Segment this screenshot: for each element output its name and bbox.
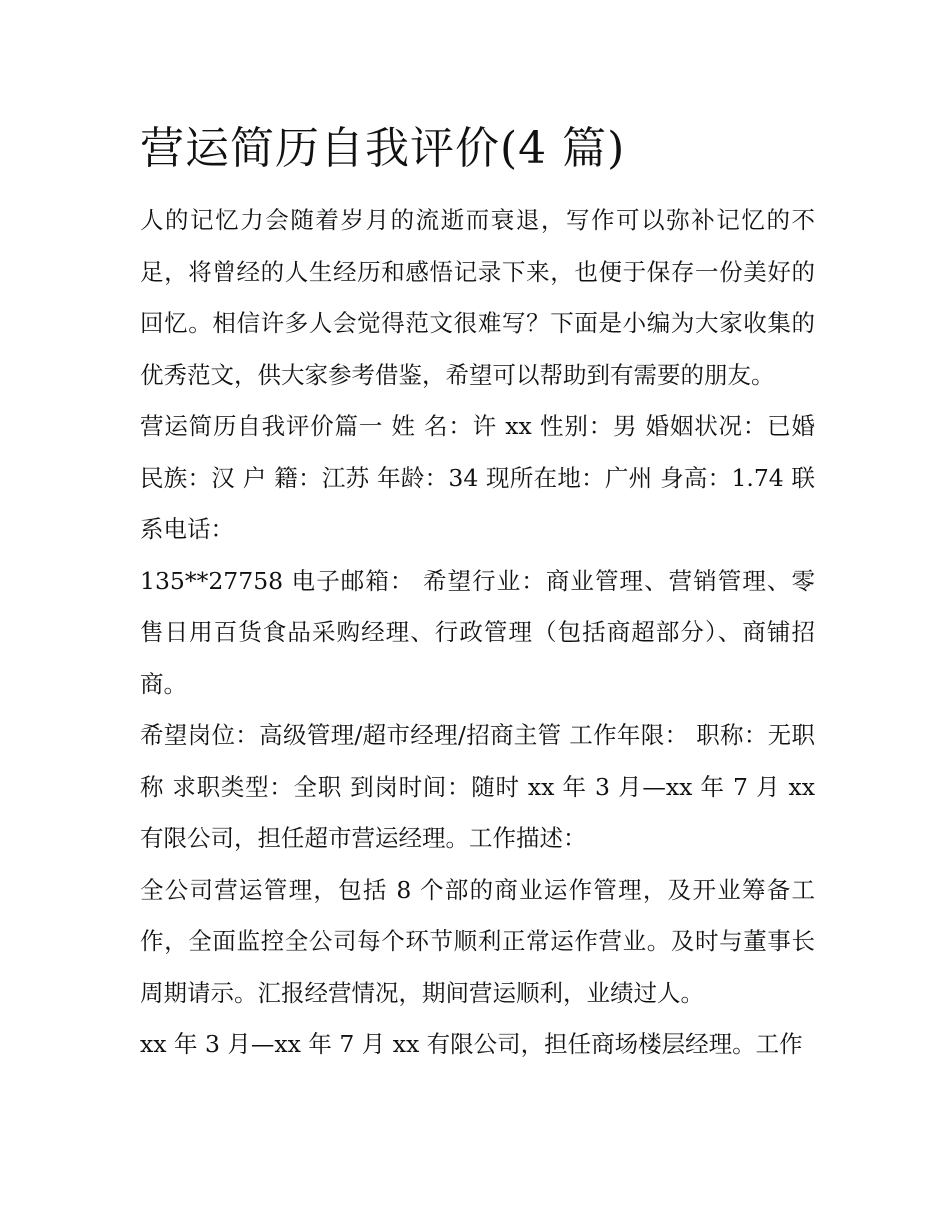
intro-paragraph: 人的记忆力会随着岁月的流逝而衰退，写作可以弥补记忆的不足，将曾经的人生经历和感悟记录下来，也便于保存一份美好的回忆。相信许多人会觉得范文很难写？下面是小编为大家收集的优秀范文，供大家参考借鉴，希望可以帮助到有需要的朋友。 — [140, 206, 815, 389]
job-description-paragraph: 全公司营运管理，包括 8 个部的商业运作管理，及开业筹备工作，全面监控全公司每个环节顺利正常运作营业。及时与董事长周期请示。汇报经营情况，期间营运顺利，业绩过人。 — [140, 875, 815, 1007]
work-history-paragraph: xx 年 3 月—xx 年 7 月 xx 有限公司，担任商场楼层经理。工作 — [140, 1030, 803, 1058]
basic-info-paragraph: 营运简历自我评价篇一 姓 名：许 xx 性别：男 婚姻状况：已婚 民族：汉 户 籍：江苏 年龄：34 现所在地：广州 身高：1.74 联系电话： — [140, 412, 815, 543]
document-page — [140, 0, 815, 1071]
contact-paragraph: 135**27758 电子邮箱： 希望行业：商业管理、营销管理、零售日用百货食品采购经理、行政管理（包括商超部分）、商铺招商。 — [140, 566, 815, 698]
document-title: 营运简历自我评价(4 篇) — [140, 123, 626, 174]
position-paragraph: 希望岗位：高级管理/超市经理/招商主管 工作年限： 职称：无职称 求职类型：全职 到岗时间：随时 xx 年 3 月—xx 年 7 月 xx 有限公司，担任超市营运经理。工作描述： — [140, 721, 815, 852]
